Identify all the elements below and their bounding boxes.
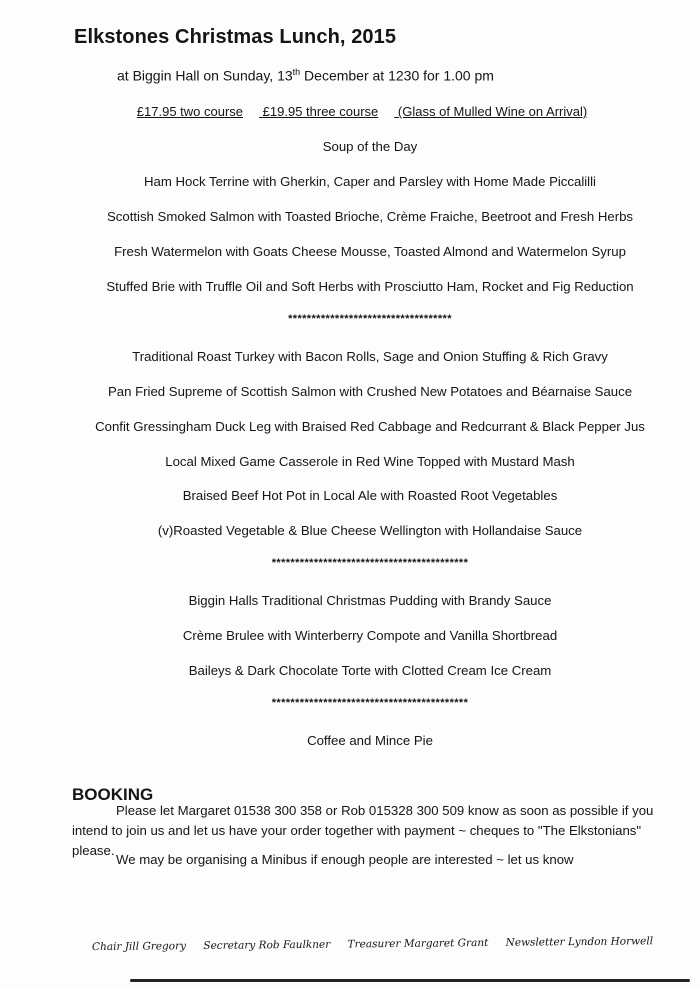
course-separator: *********************************** [288, 313, 452, 325]
price-three-course: £19.95 three course [262, 104, 379, 119]
officer-secretary: Secretary Rob Faulkner [203, 938, 331, 952]
menu-item-starter: Ham Hock Terrine with Gherkin, Caper and Parsley with Home Made Piccalilli [144, 174, 596, 189]
course-separator: ****************************************** [271, 697, 469, 709]
venue-date-suffix: th [292, 67, 301, 77]
menu-item-main: Confit Gressingham Duck Leg with Braised Red Cabbage and Redcurrant & Black Pepper Jus [95, 419, 645, 434]
menu-item-coffee: Coffee and Mince Pie [307, 733, 433, 748]
price-line [0, 104, 700, 119]
menu-item-dessert: Baileys & Dark Chocolate Torte with Clotted Cream Ice Cream [188, 663, 552, 678]
venue-text-end: December at 1230 for 1.00 pm [300, 67, 494, 84]
menu-item-main: Local Mixed Game Casserole in Red Wine Topped with Mustard Mash [165, 454, 575, 469]
price-two-course: £17.95 two course [136, 104, 244, 119]
menu-item-starter: Fresh Watermelon with Goats Cheese Mousse, Toasted Almond and Watermelon Syrup [114, 244, 626, 259]
booking-heading: BOOKING [72, 785, 154, 804]
menu-item-dessert: Biggin Halls Traditional Christmas Pudding with Brandy Sauce [188, 593, 552, 608]
minibus-note: We may be organising a Minibus if enough people are interested ~ let us know [116, 852, 574, 867]
page-edge-line [130, 979, 690, 982]
menu-item-starter: Scottish Smoked Salmon with Toasted Brioche, Crème Fraiche, Beetroot and Fresh Herbs [106, 209, 634, 224]
booking-text: Please let Margaret 01538 300 358 or Rob 015328 300 509 know as soon as possible if you intend to join us and let us have your order together with payment ~ cheques to "The Elkstonians" please. [72, 803, 654, 858]
menu-item-starter: Soup of the Day [322, 139, 418, 154]
mulled-wine-note: (Glass of Mulled Wine on Arrival) [397, 104, 588, 119]
menu-item-starter: Stuffed Brie with Truffle Oil and Soft Herbs with Prosciutto Ham, Rocket and Fig Reduction [106, 279, 634, 294]
menu-item-main: Pan Fried Supreme of Scottish Salmon with Crushed New Potatoes and Béarnaise Sauce [107, 384, 633, 399]
venue-text-start: at Biggin Hall on Sunday, 13 [117, 67, 293, 84]
venue-line [117, 67, 494, 84]
officer-chair: Chair Jill Gregory [91, 940, 187, 954]
menu-item-main: Braised Beef Hot Pot in Local Ale with Roasted Root Vegetables [182, 488, 558, 503]
officer-newsletter: Newsletter Lyndon Horwell [505, 935, 654, 949]
menu-item-main: Traditional Roast Turkey with Bacon Rolls, Sage and Onion Stuffing & Rich Gravy [132, 349, 608, 364]
course-separator: ****************************************** [271, 557, 469, 569]
menu-item-main: (v)Roasted Vegetable & Blue Cheese Wellington with Hollandaise Sauce [157, 523, 583, 538]
officer-treasurer: Treasurer Margaret Grant [347, 936, 489, 951]
page-title: Elkstones Christmas Lunch, 2015 [74, 26, 397, 48]
menu-item-dessert: Crème Brulee with Winterberry Compote and Vanilla Shortbread [182, 628, 558, 643]
officers-footer [92, 935, 692, 953]
